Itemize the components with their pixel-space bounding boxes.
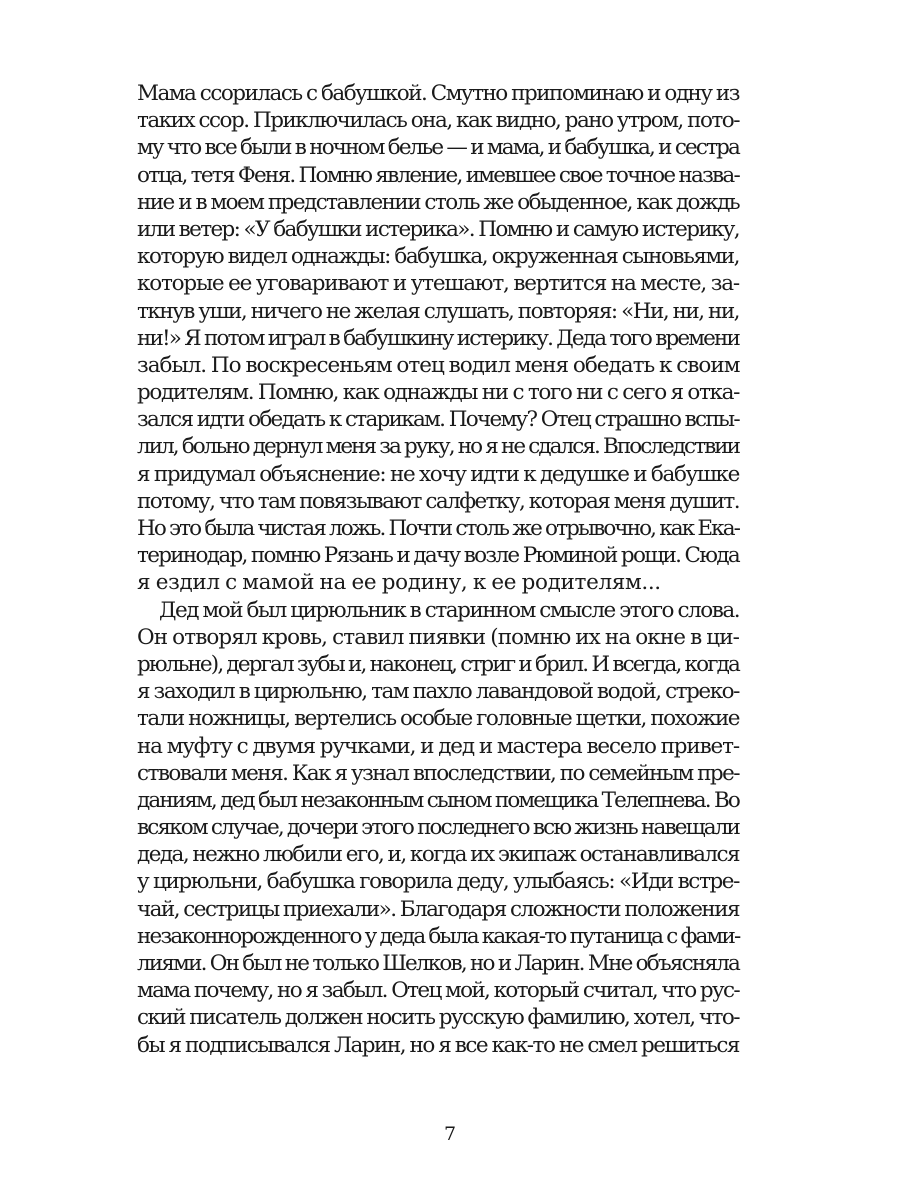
text-line: бы я подписывался Ларин, но я все как-то не смел решиться [137, 1032, 739, 1058]
text-line: потому, что там повязывают салфетку, которая меня душит. [137, 488, 739, 514]
text-line: или ветер: «У бабушки истерика». Помню и самую истерику, [137, 216, 739, 242]
paragraph-1 [137, 80, 739, 597]
text-line: даниям, дед был незаконным сыном помещика Телепнева. Во [137, 787, 739, 813]
text-line: родителям. Помню, как однажды ни с того ни с сего я отка- [137, 380, 739, 406]
text-line: у цирюльни, бабушка говорила деду, улыбаясь: «Иди встре- [137, 869, 739, 895]
text-line: ни!» Я потом играл в бабушкину истерику. Деда того времени [137, 325, 739, 351]
text-line: тали ножницы, вертелись особые головные щетки, похожие [137, 706, 739, 732]
text-line: ние и в моем представлении столь же обыденное, как дождь [137, 189, 739, 215]
text-line: ткнув уши, ничего не желая слушать, повторяя: «Ни, ни, ни, [137, 298, 739, 324]
text-line: Он отворял кровь, ставил пиявки (помню их на окне в ци- [137, 624, 739, 650]
text-line: рюльне), дергал зубы и, наконец, стриг и брил. И всегда, когда [137, 651, 739, 677]
text-line: таких ссор. Приключилась она, как видно, рано утром, пото- [137, 108, 739, 134]
text-line: чай, сестрицы приехали». Благодаря сложности положения [137, 896, 739, 922]
text-line: Но это была чистая ложь. Почти столь же отрывочно, как Ека- [137, 516, 739, 541]
text-line: всяком случае, дочери этого последнего всю жизнь навещали [137, 815, 739, 841]
text-line: забыл. По воскресеньям отец водил меня обедать к своим [137, 352, 740, 378]
text-line: лил, больно дернул меня за руку, но я не сдался. Впоследствии [137, 434, 739, 460]
text-line: ский писатель должен носить русскую фамилию, хотел, что- [137, 1005, 739, 1031]
text-line: мама почему, но я забыл. Отец мой, который считал, что рус- [137, 978, 739, 1004]
text-line: на муфту с двумя ручками, и дед и мастера весело привет- [137, 733, 739, 759]
text-line: Дед мой был цирюльник в старинном смысле этого слова. [159, 597, 740, 623]
text-line: теринодар, помню Рязань и дачу возле Рюминой рощи. Сюда [137, 543, 739, 569]
text-line: деда, нежно любили его, и, когда их экипаж останавливался [137, 842, 739, 868]
text-line: Мама ссорилась с бабушкой. Смутно припоминаю и одну из [137, 81, 739, 106]
text-line: ствовали меня. Как я узнал впоследствии, по семейным пре- [137, 760, 739, 786]
text-line: я ездил с мамой на ее родину, к ее родителям... [137, 570, 661, 596]
text-line: незаконнорожденного у деда была какая-то путаница с фами- [137, 923, 740, 949]
text-line: зался идти обедать к старикам. Почему? Отец страшно вспы- [137, 407, 739, 433]
paragraph-2 [137, 597, 739, 1059]
page-number: 7 [443, 1123, 457, 1145]
text-line: му что все были в ночном белье — и мама, и бабушка, и сестра [137, 135, 739, 161]
page-body [137, 80, 739, 1059]
text-line: которые ее уговаривают и утешают, вертится на месте, за- [137, 271, 739, 297]
text-line: отца, тетя Феня. Помню явление, имевшее свое точное назва- [137, 162, 739, 188]
text-line: которую видел однажды: бабушка, окруженная сыновьями, [137, 244, 739, 270]
text-line: я придумал объяснение: не хочу идти к дедушке и бабушке [137, 461, 739, 487]
text-line: лиями. Он был не только Шелков, но и Ларин. Мне объясняла [137, 951, 739, 976]
text-line: я заходил в цирюльню, там пахло лавандовой водой, стреко- [137, 679, 739, 705]
